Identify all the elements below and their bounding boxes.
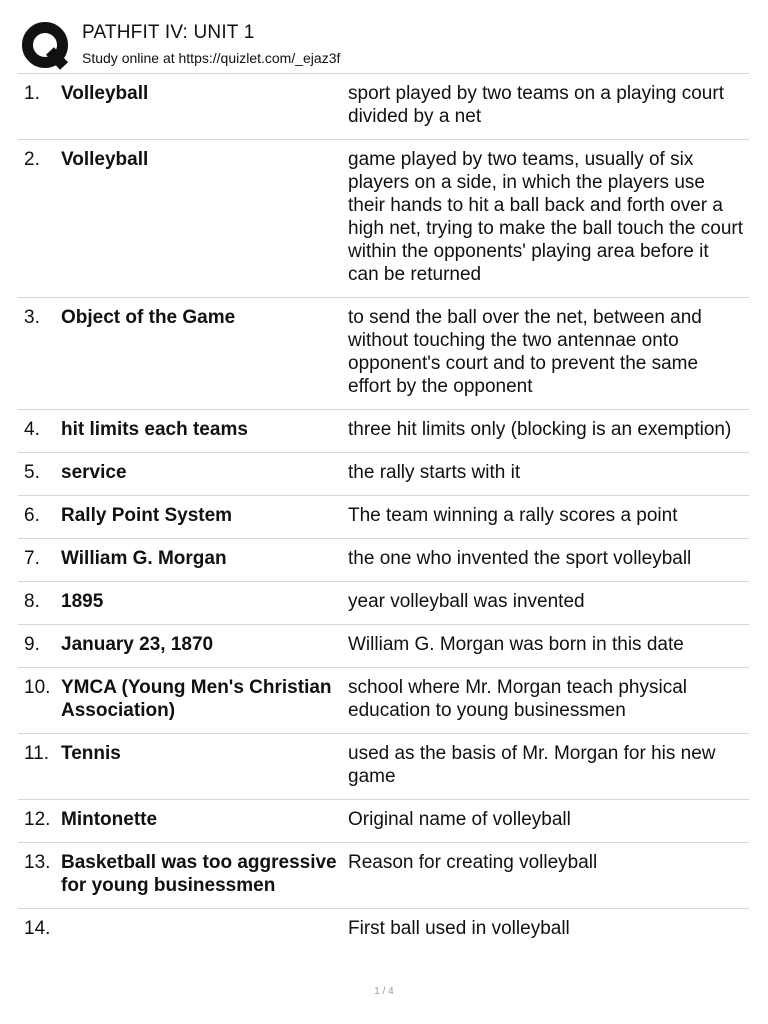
flashcard-row [18,843,749,909]
card-definition: year volleyball was invented [348,591,585,612]
card-term: Rally Point System [61,505,233,526]
card-definition: game played by two teams, usually of six players on a side, in which the players use their hands to hit a ball back and forth over a high net, trying to make the ball touch the court within the opponents' playing area before it can be returned [348,149,744,285]
flashcard-row [18,539,749,582]
card-term: Volleyball [61,83,149,104]
card-number: 7. [24,548,40,569]
card-term: January 23, 1870 [61,634,214,655]
card-definition: the one who invented the sport volleyball [348,548,692,569]
card-number: 10. [24,677,51,698]
card-definition: to send the ball over the net, between and without touching the two antennae onto opponent's court and to prevent the same effort by the opponent [348,307,702,397]
card-term: service [61,462,127,483]
card-number: 1. [24,83,40,104]
page-indicator: 1 / 4 [374,986,394,997]
flashcard-row [18,453,749,496]
card-number: 5. [24,462,40,483]
card-number: 14. [24,918,51,939]
card-definition: Reason for creating volleyball [348,852,598,873]
card-term: Basketball was too aggressive for young businessmen [61,852,337,896]
card-number: 8. [24,591,40,612]
card-term: Mintonette [61,809,158,830]
card-number: 4. [24,419,40,440]
card-number: 9. [24,634,40,655]
flashcard-row [18,800,749,843]
flashcard-list [18,73,749,951]
document-title: PATHFIT IV: UNIT 1 [82,22,255,43]
card-term [61,917,348,940]
card-term: hit limits each teams [61,419,248,440]
flashcard-row [18,410,749,453]
card-term: Volleyball [61,149,149,170]
card-number: 11. [24,743,50,764]
flashcard-row [18,74,749,140]
flashcard-row [18,582,749,625]
card-number: 2. [24,149,40,170]
flashcard-row [18,734,749,800]
card-number: 12. [24,809,51,830]
card-number: 3. [24,307,40,328]
flashcard-row [18,668,749,734]
flashcard-row [18,140,749,298]
flashcard-row [18,298,749,410]
card-term: Tennis [61,743,121,764]
card-definition: the rally starts with it [348,462,521,483]
card-term: Object of the Game [61,307,236,328]
card-definition: William G. Morgan was born in this date [348,634,684,655]
study-online-link[interactable]: Study online at https://quizlet.com/_ejaz3f [82,50,341,66]
page-header [0,0,768,72]
flashcard-row [18,909,749,951]
flashcard-row [18,625,749,668]
card-definition: The team winning a rally scores a point [348,505,678,526]
card-term: William G. Morgan [61,548,227,569]
card-number: 13. [24,852,51,873]
card-definition: used as the basis of Mr. Morgan for his new game [348,743,716,787]
quizlet-q-logo-icon [20,20,72,72]
card-term: 1895 [61,591,104,612]
card-definition: Original name of volleyball [348,809,571,830]
card-definition: First ball used in volleyball [348,918,570,939]
card-number: 6. [24,505,40,526]
card-definition: three hit limits only (blocking is an exemption) [348,419,732,440]
card-definition: sport played by two teams on a playing court divided by a net [348,83,724,127]
flashcard-row [18,496,749,539]
card-definition: school where Mr. Morgan teach physical education to young businessmen [348,677,687,721]
card-term: YMCA (Young Men's Christian Association) [61,677,332,721]
